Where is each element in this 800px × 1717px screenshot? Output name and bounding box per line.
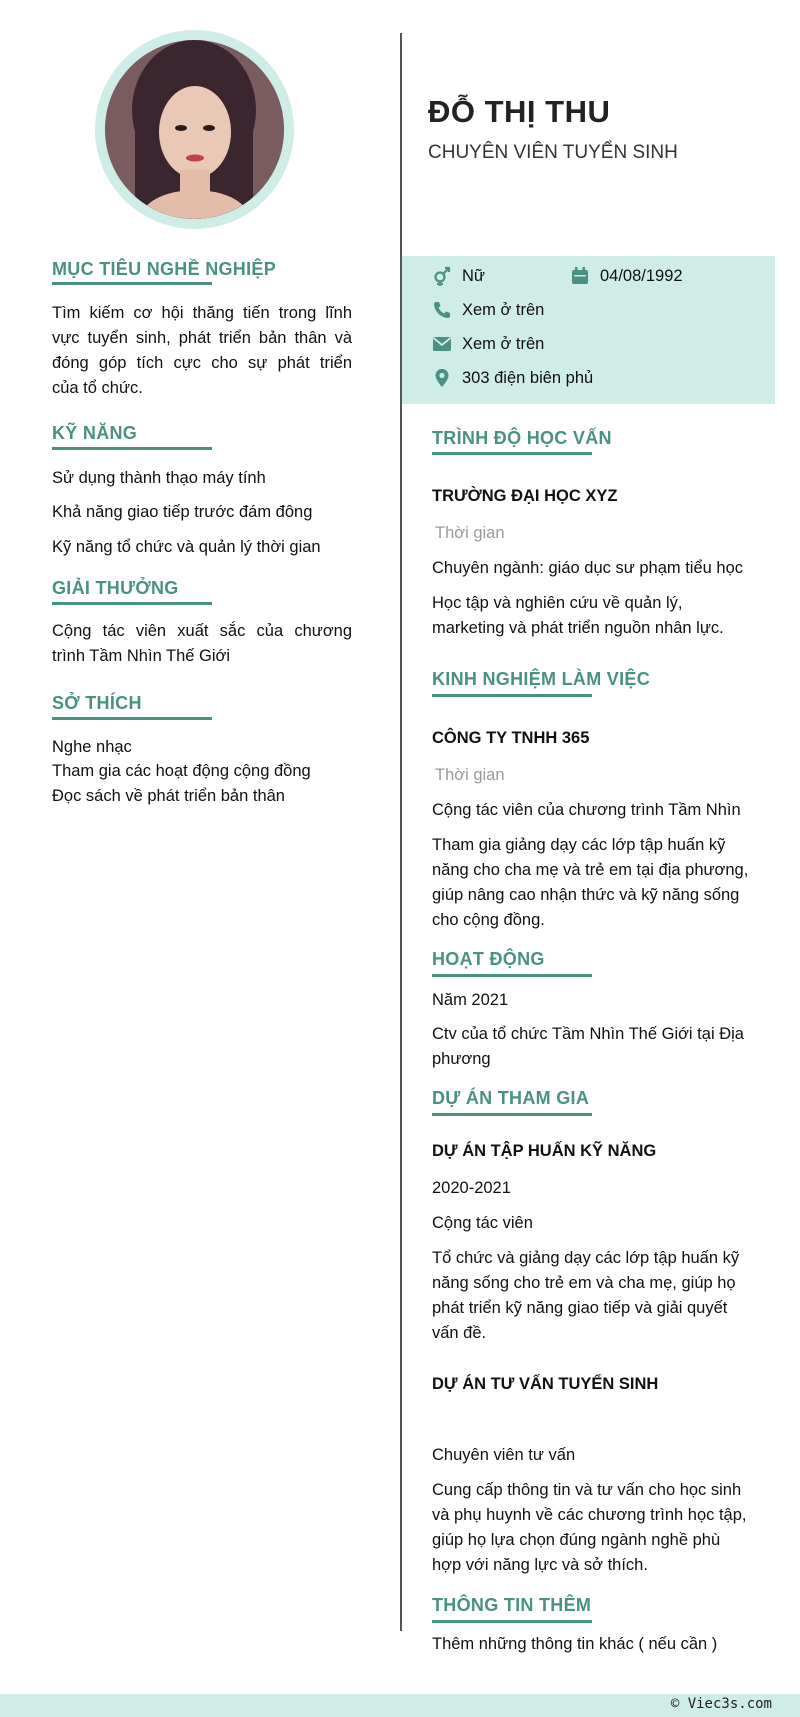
- activities-heading: HOẠT ĐỘNG: [432, 949, 545, 969]
- contact-address: [432, 368, 593, 388]
- activity-desc: Ctv của tổ chức Tầm Nhìn Thế Giới tại Địa phương: [432, 1025, 744, 1068]
- school-name: TRƯỜNG ĐẠI HỌC XYZ: [432, 487, 618, 505]
- skill-item: Sử dụng thành thạo máy tính: [52, 469, 266, 487]
- project-role: Cộng tác viên: [432, 1214, 533, 1232]
- hobby-item: Nghe nhạc: [52, 738, 132, 756]
- education-heading: TRÌNH ĐỘ HỌC VẤN: [432, 428, 612, 448]
- project-name: DỰ ÁN TƯ VẤN TUYỂN SINH: [432, 1375, 659, 1393]
- gender-value: Nữ: [462, 266, 485, 285]
- calendar-icon: [570, 266, 590, 286]
- gender-icon: [432, 266, 452, 286]
- experience-time: Thời gian: [435, 766, 505, 784]
- skills-heading: KỸ NĂNG: [52, 423, 138, 443]
- skill-item: Khả năng giao tiếp trước đám đông: [52, 503, 313, 521]
- phone-icon: [432, 300, 452, 320]
- birthday-value: 04/08/1992: [600, 266, 683, 285]
- skill-item: Kỹ năng tổ chức và quản lý thời gian: [52, 538, 321, 556]
- objective-text: Tìm kiếm cơ hội thăng tiến trong lĩnh vực tuyển sinh, phát triển bản thân và đóng góp tích cực cho sự phát triển của tổ chức.: [52, 304, 352, 397]
- phone-value: Xem ở trên: [462, 300, 545, 319]
- contact-birthday: [570, 266, 683, 286]
- avatar: [105, 40, 284, 219]
- email-value: Xem ở trên: [462, 334, 545, 353]
- candidate-name: ĐỖ THỊ THU: [428, 94, 611, 129]
- hobby-item: Đọc sách về phát triển bản thân: [52, 787, 285, 805]
- activity-year: Năm 2021: [432, 991, 509, 1009]
- project-desc: Tổ chức và giảng dạy các lớp tập huấn kỹ năng sống cho trẻ em và cha mẹ, giúp họ phát triển kỹ năng giao tiếp và giải quyết vấn đề.: [432, 1249, 740, 1342]
- job-title: CHUYÊN VIÊN TUYỂN SINH: [428, 142, 678, 163]
- projects-heading: DỰ ÁN THAM GIA: [432, 1088, 590, 1108]
- project-desc: Cung cấp thông tin và tư vấn cho học sinh và phụ huynh về các chương trình học tập, giúp họ lựa chọn đúng ngành nghề phù hợp với năng lực và sở thích.: [432, 1481, 747, 1574]
- awards-text: Cộng tác viên xuất sắc của chương trình Tầm Nhìn Thế Giới: [52, 622, 352, 665]
- avatar-ring: [95, 30, 294, 229]
- hobbies-heading: SỞ THÍCH: [52, 693, 142, 713]
- project-role: Chuyên viên tư vấn: [432, 1446, 576, 1464]
- awards-heading: GIẢI THƯỞNG: [52, 578, 179, 598]
- objective-underline: [52, 282, 212, 285]
- watermark: © Viec3s.com: [670, 1696, 772, 1712]
- hobbies-underline: [52, 717, 212, 720]
- project-name: DỰ ÁN TẬP HUẤN KỸ NĂNG: [432, 1142, 657, 1160]
- profile-photo: [105, 40, 284, 219]
- contact-gender: [432, 266, 485, 286]
- education-underline: [432, 452, 592, 455]
- activities-underline: [432, 974, 592, 977]
- contact-email: [432, 334, 544, 354]
- project-time: 2020-2021: [432, 1179, 511, 1197]
- education-time: Thời gian: [435, 524, 505, 542]
- company-name: CÔNG TY TNHH 365: [432, 729, 590, 747]
- experience-underline: [432, 694, 592, 697]
- hobby-item: Tham gia các hoạt động cộng đồng: [52, 762, 311, 780]
- email-icon: [432, 334, 452, 354]
- location-pin-icon: [432, 368, 452, 388]
- extra-text: Thêm những thông tin khác ( nếu cần ): [432, 1635, 718, 1653]
- extra-underline: [432, 1620, 592, 1623]
- contact-phone: [432, 300, 544, 320]
- objective-heading: MỤC TIÊU NGHỀ NGHIỆP: [52, 259, 277, 279]
- experience-heading: KINH NGHIỆM LÀM VIỆC: [432, 669, 651, 689]
- experience-role: Cộng tác viên của chương trình Tầm Nhìn: [432, 801, 741, 819]
- extra-heading: THÔNG TIN THÊM: [432, 1595, 592, 1615]
- address-value: 303 điện biên phủ: [462, 368, 594, 387]
- education-major: Chuyên ngành: giáo dục sư phạm tiểu học: [432, 559, 744, 577]
- experience-desc: Tham gia giảng dạy các lớp tập huấn kỹ năng cho cha mẹ và trẻ em tại địa phương, giúp nâng cao nhận thức và kỹ năng sống cho cộng đồng.: [432, 836, 749, 929]
- awards-underline: [52, 602, 212, 605]
- footer-bar: [0, 1694, 800, 1717]
- education-desc: Học tập và nghiên cứu về quản lý, marketing và phát triển nguồn nhân lực.: [432, 594, 724, 637]
- projects-underline: [432, 1113, 592, 1116]
- skills-underline: [52, 447, 212, 450]
